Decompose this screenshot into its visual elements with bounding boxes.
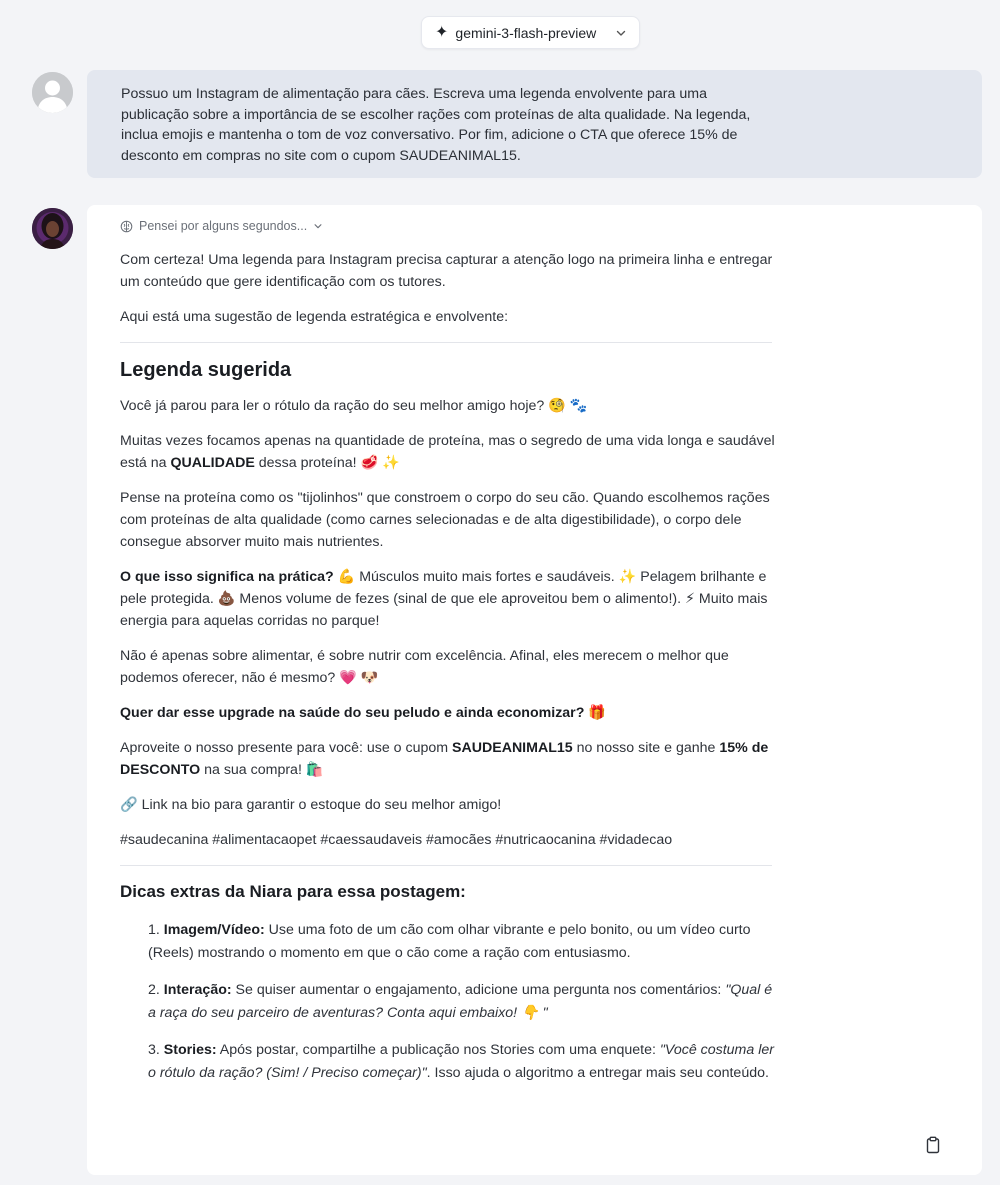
tips-list [120, 919, 775, 1085]
caption-paragraph: Você já parou para ler o rótulo da ração do seu melhor amigo hoje? 🧐 🐾 [120, 398, 588, 414]
chevron-down-icon [313, 221, 323, 231]
list-item: 3. Stories: Após postar, compartilhe a publicação nos Stories com uma enquete: "Você costuma ler o rótulo da ração? (Sim! / Preciso começar)". Isso ajuda o algoritmo a entregar mais seu conteúdo. [148, 1042, 774, 1081]
chevron-down-icon [615, 27, 627, 39]
model-name: gemini-3-flash-preview [455, 24, 597, 41]
list-item: 2. Interação: Se quiser aumentar o engajamento, adicione uma pergunta nos comentários: "Qual é a raça do seu parceiro de aventuras? Conta aqui embaixo! 👇 " [148, 982, 773, 1021]
list-item: 1. Imagem/Vídeo: Use uma foto de um cão com olhar vibrante e pelo bonito, ou um vídeo curto (Reels) mostrando o momento em que o cão come a ração com entusiasmo. [148, 922, 751, 961]
cta-question: Quer dar esse upgrade na saúde do seu peludo e ainda economizar? 🎁 [120, 705, 606, 721]
caption-paragraph: Muitas vezes focamos apenas na quantidade de proteína, mas o segredo de uma vida longa e saudável está na QUALIDADE dessa proteína! 🥩 ✨ [120, 433, 775, 471]
caption-paragraph: O que isso significa na prática? 💪 Músculos muito mais fortes e saudáveis. ✨ Pelagem brilhante e pele protegida. 💩 Menos volume de fezes (sinal de que ele aproveitou bem o alimento!). ⚡ Muito mais energia para aquelas corridas no parque! [120, 569, 768, 629]
clipboard-icon [925, 1136, 941, 1159]
assistant-message-content [120, 249, 775, 1099]
caption-paragraph: Não é apenas sobre alimentar, é sobre nutrir com excelência. Afinal, eles merecem o melhor que podemos oferecer, não é mesmo? 💗 🐶 [120, 648, 729, 686]
user-avatar [32, 72, 73, 113]
user-message-bubble [87, 70, 982, 178]
intro-paragraph: Aqui está uma sugestão de legenda estratégica e envolvente: [120, 309, 509, 325]
intro-paragraph: Com certeza! Uma legenda para Instagram precisa capturar a atenção logo na primeira linha e entregar um conteúdo que gere identificação com os tutores. [120, 252, 773, 290]
hashtags: #saudecanina #alimentacaopet #caessaudaveis #amocães #nutricaocanina #vidadecao [120, 832, 673, 848]
model-selector[interactable] [421, 16, 640, 49]
assistant-message-card [87, 205, 982, 1175]
divider [120, 342, 772, 343]
caption-paragraph: Pense na proteína como os "tijolinhos" que constroem o corpo do seu cão. Quando escolhemos rações com proteínas de alta qualidade (como carnes selecionadas e de alta digestibilidade), o corpo dele consegue absorver muito mais nutrientes. [120, 490, 770, 550]
copy-button[interactable] [923, 1137, 943, 1157]
divider [120, 865, 772, 866]
sparkle-icon: ✦ [435, 23, 449, 41]
tips-heading: Dicas extras da Niara para essa postagem: [120, 882, 466, 901]
assistant-avatar [32, 208, 73, 249]
brain-icon [120, 220, 133, 233]
link-in-bio: 🔗 Link na bio para garantir o estoque do seu melhor amigo! [120, 797, 502, 813]
caption-heading: Legenda sugerida [120, 359, 292, 381]
cta-paragraph: Aproveite o nosso presente para você: use o cupom SAUDEANIMAL15 no nosso site e ganhe 15% de DESCONTO na sua compra! 🛍️ [120, 740, 769, 778]
thinking-toggle[interactable] [120, 219, 323, 233]
thinking-label: Pensei por alguns segundos... [139, 219, 308, 233]
user-message-text: Possuo um Instagram de alimentação para cães. Escreva uma legenda envolvente para uma publicação sobre a importância de se escolher rações com proteínas de alta qualidade. Na legenda, inclua emojis e mantenha o tom de voz conversativo. Por fim, adicione o CTA que oferece 15% de desconto em compras no site com o cupom SAUDEANIMAL15. [121, 86, 751, 164]
